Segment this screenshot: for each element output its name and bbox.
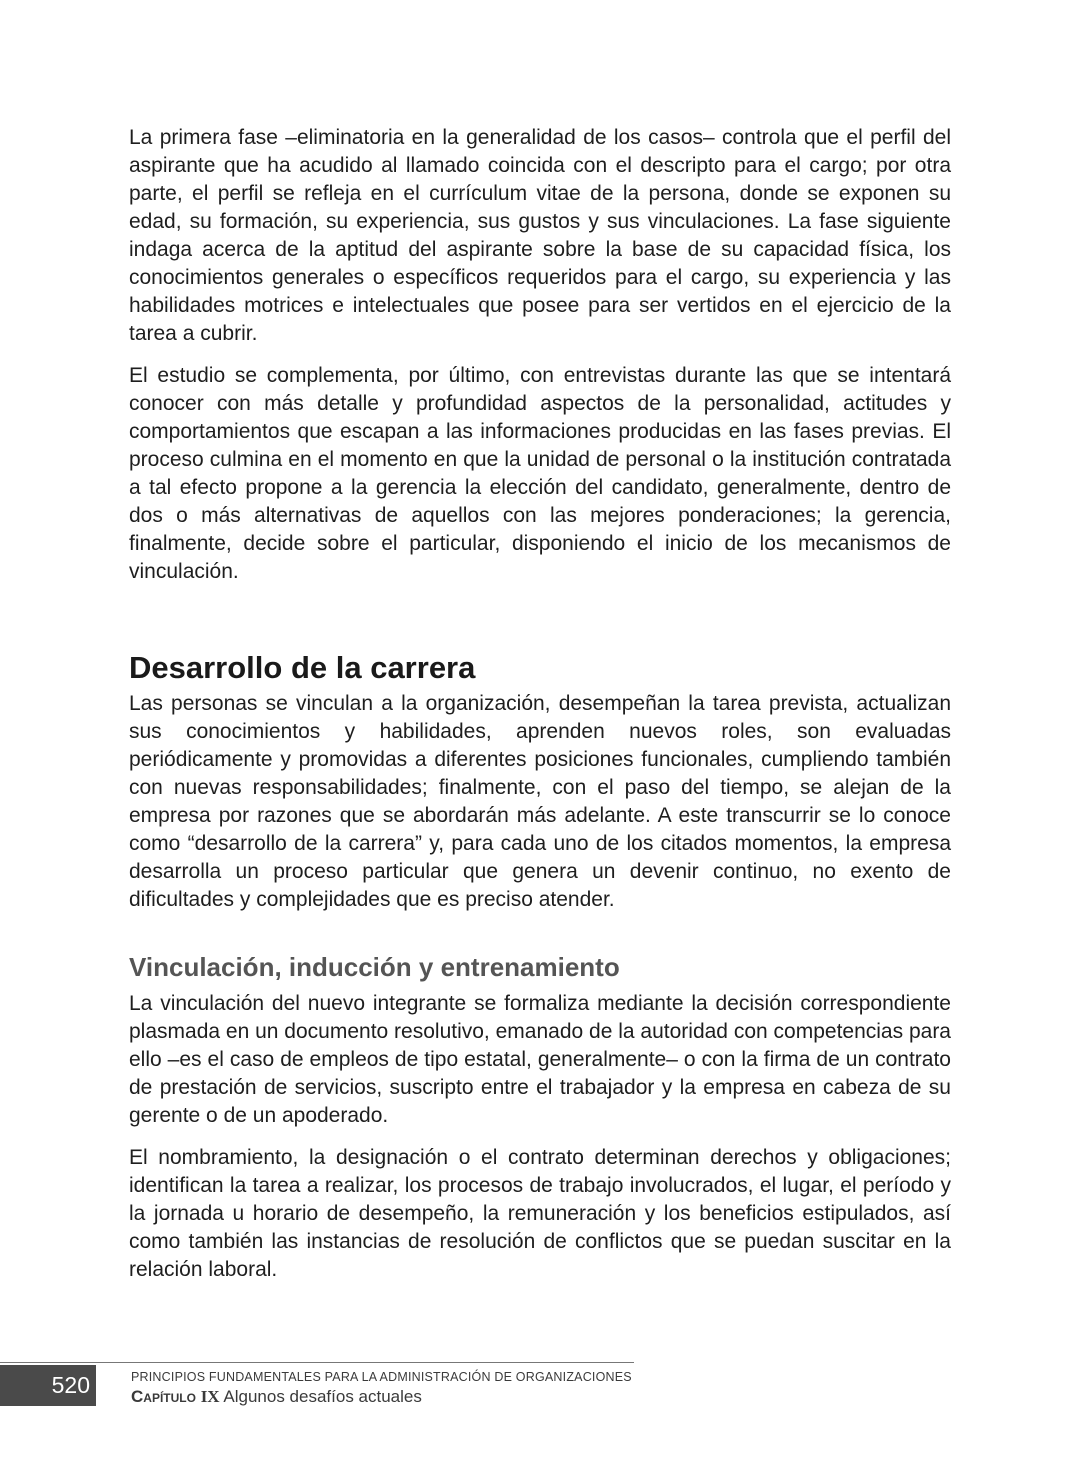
paragraph-interviews: El estudio se complementa, por último, con entrevistas durante las que se intentará conocer con más detalle y profundidad aspectos de la personalidad, actitudes y comportamientos que escapan a las informaciones producidas en las fases previas. El proceso culmina en el momento en que la unidad de personal o la institución contratada a tal efecto propone a la gerencia la elección del candidato, generalmente, dentro de dos o más alternativas de aquellos con las mejores ponderaciones; la gerencia, finalmente, decide sobre el particular, disponiendo el inicio de los mecanismos de vinculación. [129, 364, 951, 583]
paragraph-selection-phases: La primera fase –eliminatoria en la generalidad de los casos– controla que el perfil del aspirante que ha acudido al llamado coincida con el descripto para el cargo; por otra parte, el perfil se refleja en el currículum vitae de la persona, donde se exponen su edad, su formación, su experiencia, sus gustos y sus vinculaciones. La fase siguiente indaga acerca de la aptitud del aspirante sobre la base de su capacidad física, los conocimientos generales o específicos requeridos para el cargo, su experiencia y las habilidades motrices e intelectuales que posee para ser vertidos en el ejercicio de la tarea a cubrir. [129, 126, 951, 345]
footer-chapter [131, 1386, 632, 1408]
paragraph-career-development: Las personas se vinculan a la organización, desempeñan la tarea prevista, actualizan sus conocimientos y habilidades, aprenden nuevos roles, son evaluadas periódicamente y promovidas a diferentes posiciones funcionales, cumpliendo también con nuevas responsabilidades; finalmente, con el paso del tiempo, se alejan de la empresa por razones que se abordarán más adelante. A este transcurrir se lo conoce como “desarrollo de la carrera” y, para cada uno de los citados momentos, la empresa desarrolla un proceso particular que genera un devenir continuo, no exento de dificultades y complejidades que es preciso atender. [129, 692, 951, 911]
running-footer [131, 1368, 632, 1408]
page-body [129, 124, 951, 1284]
heading-vinculacion: Vinculación, inducción y entrenamiento [129, 952, 620, 982]
footer-chapter-label: Capítulo [131, 1387, 196, 1406]
footer-divider [0, 1362, 634, 1363]
footer-chapter-number: IX [200, 1387, 220, 1406]
footer-book-title: PRINCIPIOS FUNDAMENTALES PARA LA ADMINISTRACIÓN DE ORGANIZACIONES [131, 1370, 632, 1384]
footer-chapter-title: Algunos desafíos actuales [223, 1387, 422, 1406]
page-number: 520 [0, 1365, 96, 1406]
paragraph-vinculacion: La vinculación del nuevo integrante se formaliza mediante la decisión correspondiente plasmada en un documento resolutivo, emanado de la autoridad con competencias para ello –es el caso de empleos de tipo estatal, generalmente– o con la firma de un contrato de prestación de servicios, suscripto entre el trabajador y la empresa en cabeza de su gerente o de un apoderado. [129, 992, 951, 1127]
heading-desarrollo-carrera: Desarrollo de la carrera [129, 650, 476, 685]
paragraph-nombramiento: El nombramiento, la designación o el contrato determinan derechos y obligaciones; identifican la tarea a realizar, los procesos de trabajo involucrados, el lugar, el período y la jornada u horario de desempeño, la remuneración y los beneficios estipulados, así como también las instancias de resolución de conflictos que se puedan suscitar en la relación laboral. [129, 1146, 951, 1281]
